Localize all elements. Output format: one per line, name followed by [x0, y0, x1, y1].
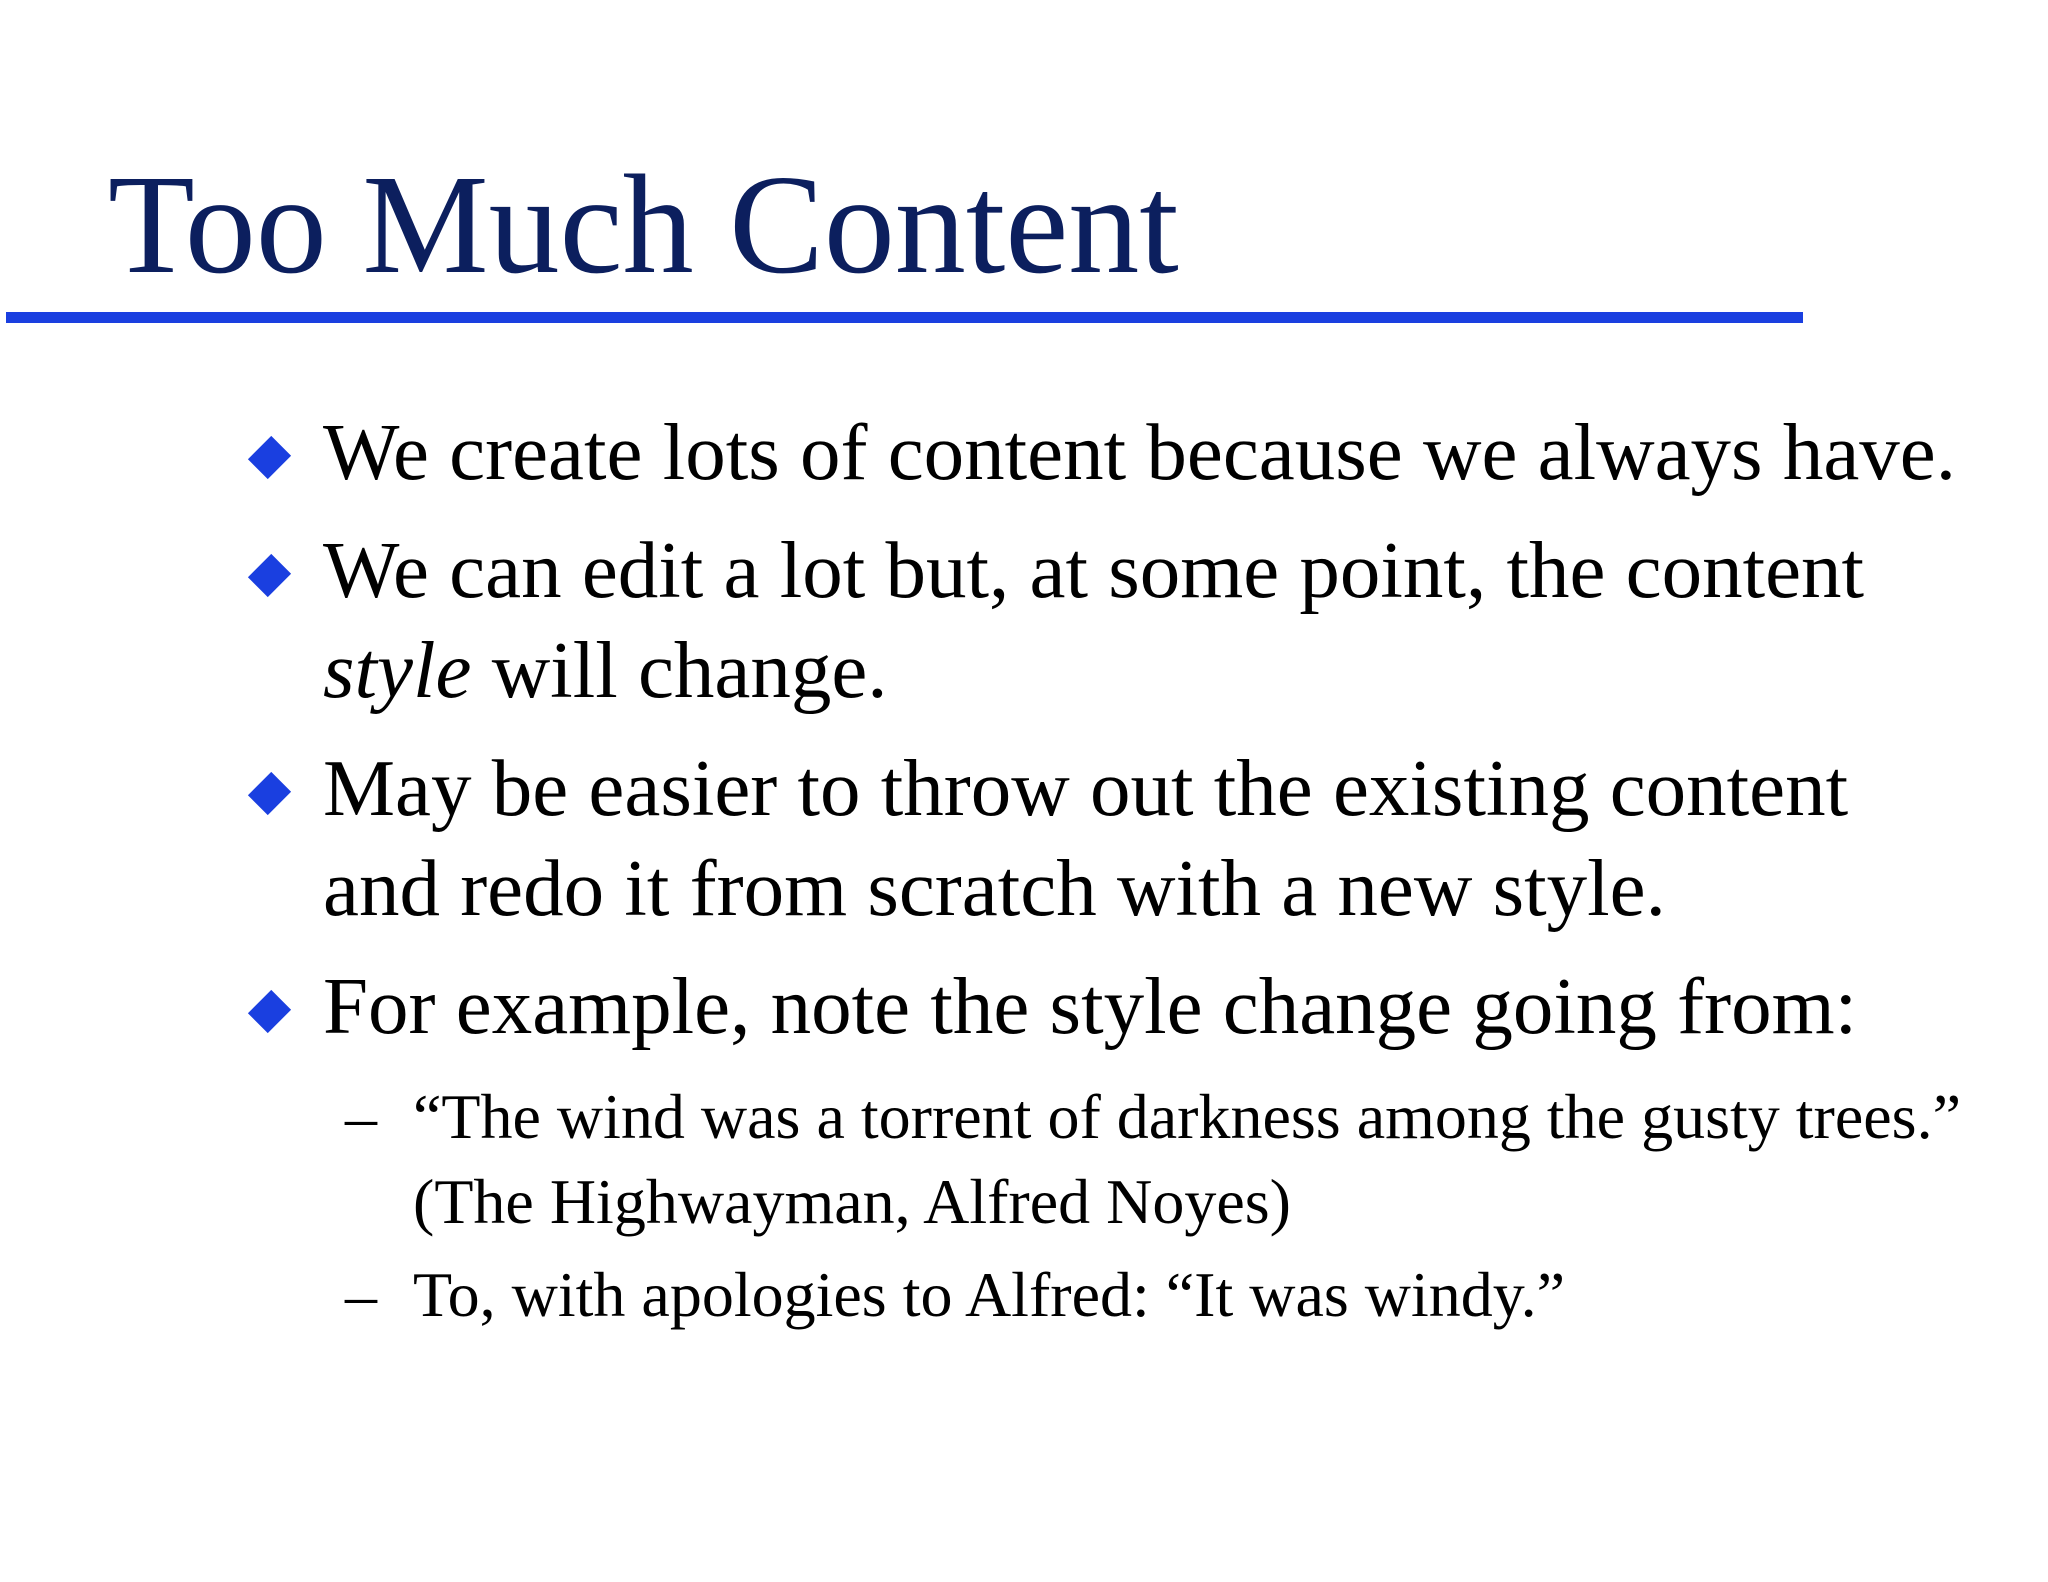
diamond-bullet-icon — [248, 554, 291, 597]
slide-title: Too Much Content — [108, 145, 1179, 303]
bullet-text-after: will change. — [471, 625, 888, 715]
sub-bullet-item — [246, 1074, 1976, 1244]
bullet-text-emphasis: style — [323, 625, 472, 715]
slide-body — [246, 402, 1976, 1345]
dash-marker: – — [345, 1081, 377, 1152]
sub-bullet-text: “The wind was a torrent of darkness among the gusty trees.” (The Highwayman, Alfred Noyes) — [413, 1081, 1961, 1237]
diamond-bullet-icon — [248, 772, 291, 815]
bullet-text: For example, note the style change going from: — [323, 961, 1858, 1051]
dash-marker: – — [345, 1259, 377, 1330]
bullet-text-before: We can edit a lot but, at some point, the content — [323, 525, 1865, 615]
diamond-bullet-icon — [248, 990, 291, 1033]
title-underline-rule — [6, 312, 1803, 323]
bullet-item — [246, 738, 1976, 938]
bullet-text: We create lots of content because we always have. — [323, 407, 1956, 497]
sub-bullet-text: To, with apologies to Alfred: “It was windy.” — [413, 1259, 1566, 1330]
sub-bullet-item — [246, 1252, 1976, 1337]
sub-bullet-list — [246, 1074, 1976, 1337]
diamond-bullet-icon — [248, 436, 291, 479]
bullet-item — [246, 956, 1976, 1056]
bullet-item — [246, 520, 1976, 720]
bullet-text: May be easier to throw out the existing content and redo it from scratch with a new style. — [323, 743, 1849, 933]
bullet-item — [246, 402, 1976, 502]
